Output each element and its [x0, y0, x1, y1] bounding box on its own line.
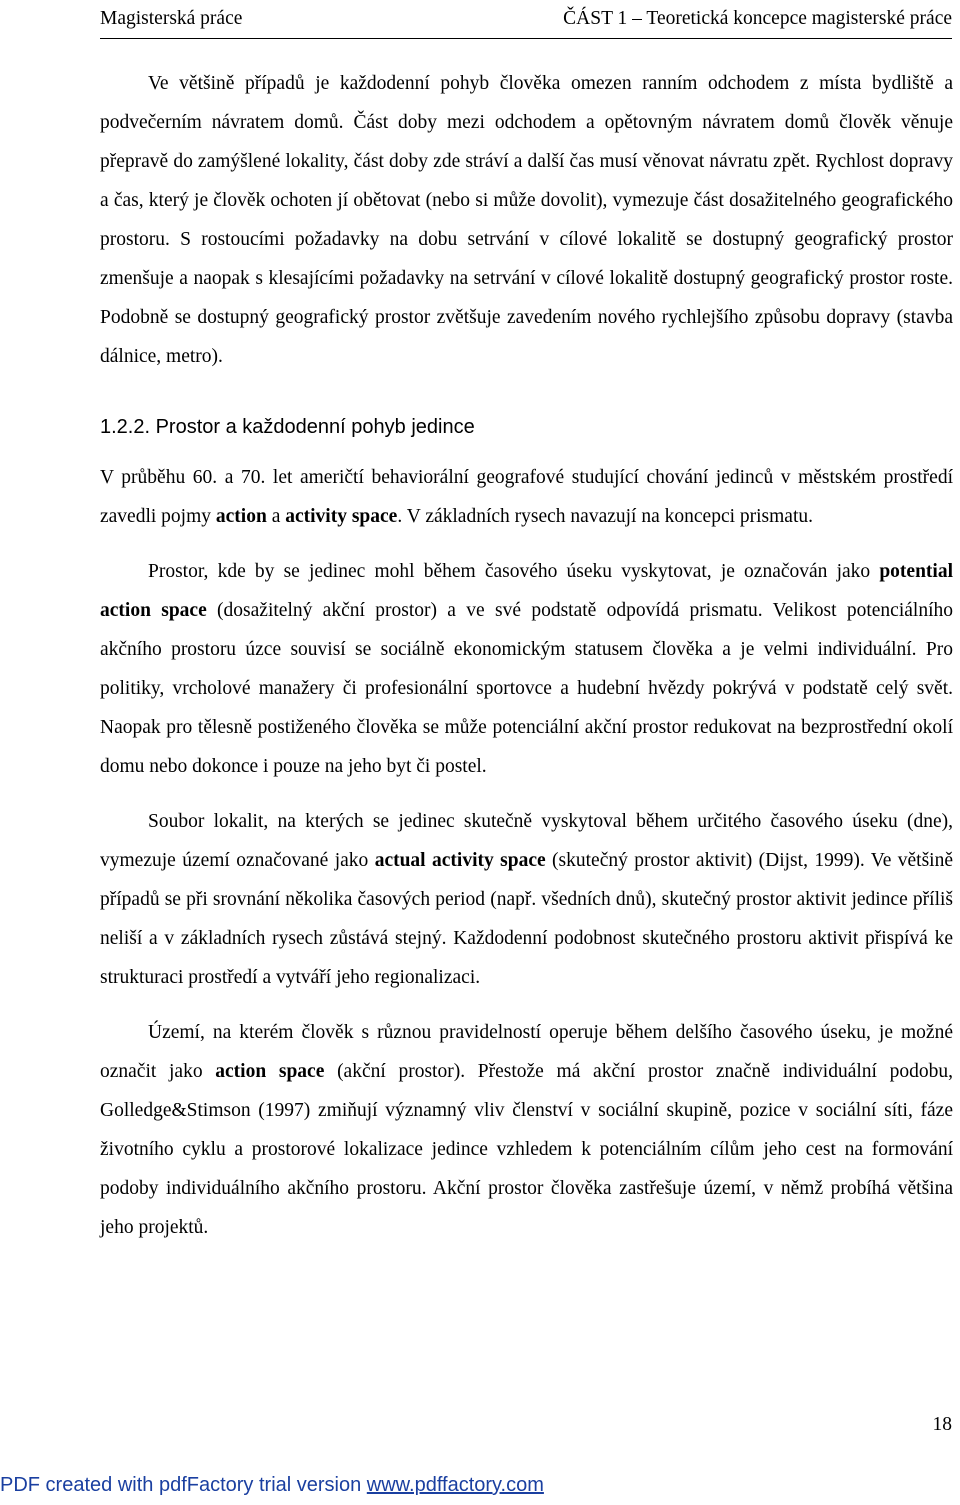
term-action: action [215, 506, 267, 527]
paragraph-3 [100, 552, 953, 786]
paragraph-2-text-b: a [266, 506, 286, 527]
paragraph-5 [100, 1013, 953, 1247]
paragraph-3-text-b: (dosažitelný akční prostor) a ve své podstatě odpovídá prismatu. Velikost potenciálního akčního prostoru úzce souvisí se sociálně ekonomickým statusem člověka a je velmi individuální. Pro politiky, vrcholové manažery či profesionální sportovce a hudební hvězdy pokrývá v podstatě celý svět. Naopak pro tělesně postiženého člověka se může potenciální akční prostor redukovat na bezprostřední okolí domu nebo dokonce i pouze na jeho byt či postel. [100, 600, 953, 777]
pdf-footer [0, 1474, 544, 1497]
term-activity-space: activity space [285, 506, 398, 527]
paragraph-2-text-c: . V základních rysech navazují na koncepci prismatu. [397, 506, 814, 527]
page-number: 18 [932, 1414, 952, 1435]
term-potential-action-space: potential action space [100, 561, 953, 621]
paragraph-2-text-a: V průběhu 60. a 70. let američtí behaviorální geografové studující chování jedinců v městském prostředí zavedli pojmy [100, 467, 953, 527]
paragraph-4 [100, 802, 953, 997]
section-heading: 1.2.2. Prostor a každodenní pohyb jedince [100, 416, 475, 438]
term-actual-activity-space: actual activity space [374, 850, 546, 871]
footer-link[interactable]: www.pdffactory.com [366, 1474, 544, 1496]
header-left-title: Magisterská práce [100, 8, 243, 29]
page-header [100, 4, 952, 39]
header-right-title: ČÁST 1 – Teoretická koncepce magisterské práce [563, 8, 952, 29]
footer-text: PDF created with pdfFactory trial version [0, 1474, 367, 1496]
paragraph-4-text-b: (skutečný prostor aktivit) (Dijst, 1999). Ve většině případů se při srovnání několika časových period (např. všedních dnů), skutečný prostor aktivit jedince příliš neliší a v základních rysech zůstává stejný. Každodenní podobnost skutečného prostoru aktivit přispívá ke strukturaci prostředí a vytváří jeho regionalizaci. [100, 850, 953, 988]
term-action-space: action space [215, 1061, 325, 1082]
document-body [100, 64, 953, 1247]
paragraph-3-text-a: Prostor, kde by se jedinec mohl během časového úseku vyskytovat, je označován jako [148, 561, 880, 582]
paragraph-1: Ve většině případů je každodenní pohyb člověka omezen ranním odchodem z místa bydliště a podvečerním návratem domů. Část doby mezi odchodem a opětovným návratem domů člověk věnuje přepravě do zamýšlené lokality, část doby zde stráví a další čas musí věnovat návratu zpět. Rychlost dopravy a čas, který je člověk ochoten jí obětovat (nebo si může dovolit), vymezuje část dosažitelného geografického prostoru. S rostoucími požadavky na dobu setrvání v cílové lokalitě se dostupný geografický prostor zmenšuje a naopak s klesajícími požadavky na setrvání v cílové lokalitě dostupný geografický prostor roste. Podobně se dostupný geografický prostor zvětšuje zavedením nového rychlejšího způsobu dopravy (stavba dálnice, metro). [100, 73, 953, 367]
paragraph-5-text-a: Území, na kterém člověk s různou pravidelností operuje během delšího časového úseku, je možné označit jako [100, 1022, 953, 1082]
paragraph-4-text-a: Soubor lokalit, na kterých se jedinec skutečně vyskytoval během určitého časového úseku (dne), vymezuje území označované jako [100, 811, 953, 871]
paragraph-2 [100, 458, 953, 536]
paragraph-5-text-b: (akční prostor). Přestože má akční prostor značně individuální podobu, Golledge&Stimson (1997) zmiňují významný vliv členství v sociální skupině, pozice v sociální síti, fáze životního cyklu a prostorové lokalizace jedince vzhledem k potenciálním cílům jeho cest na formování podoby individuálního akčního prostoru. Akční prostor člověka zastřešuje území, v němž probíhá většina jeho projektů. [100, 1061, 954, 1238]
